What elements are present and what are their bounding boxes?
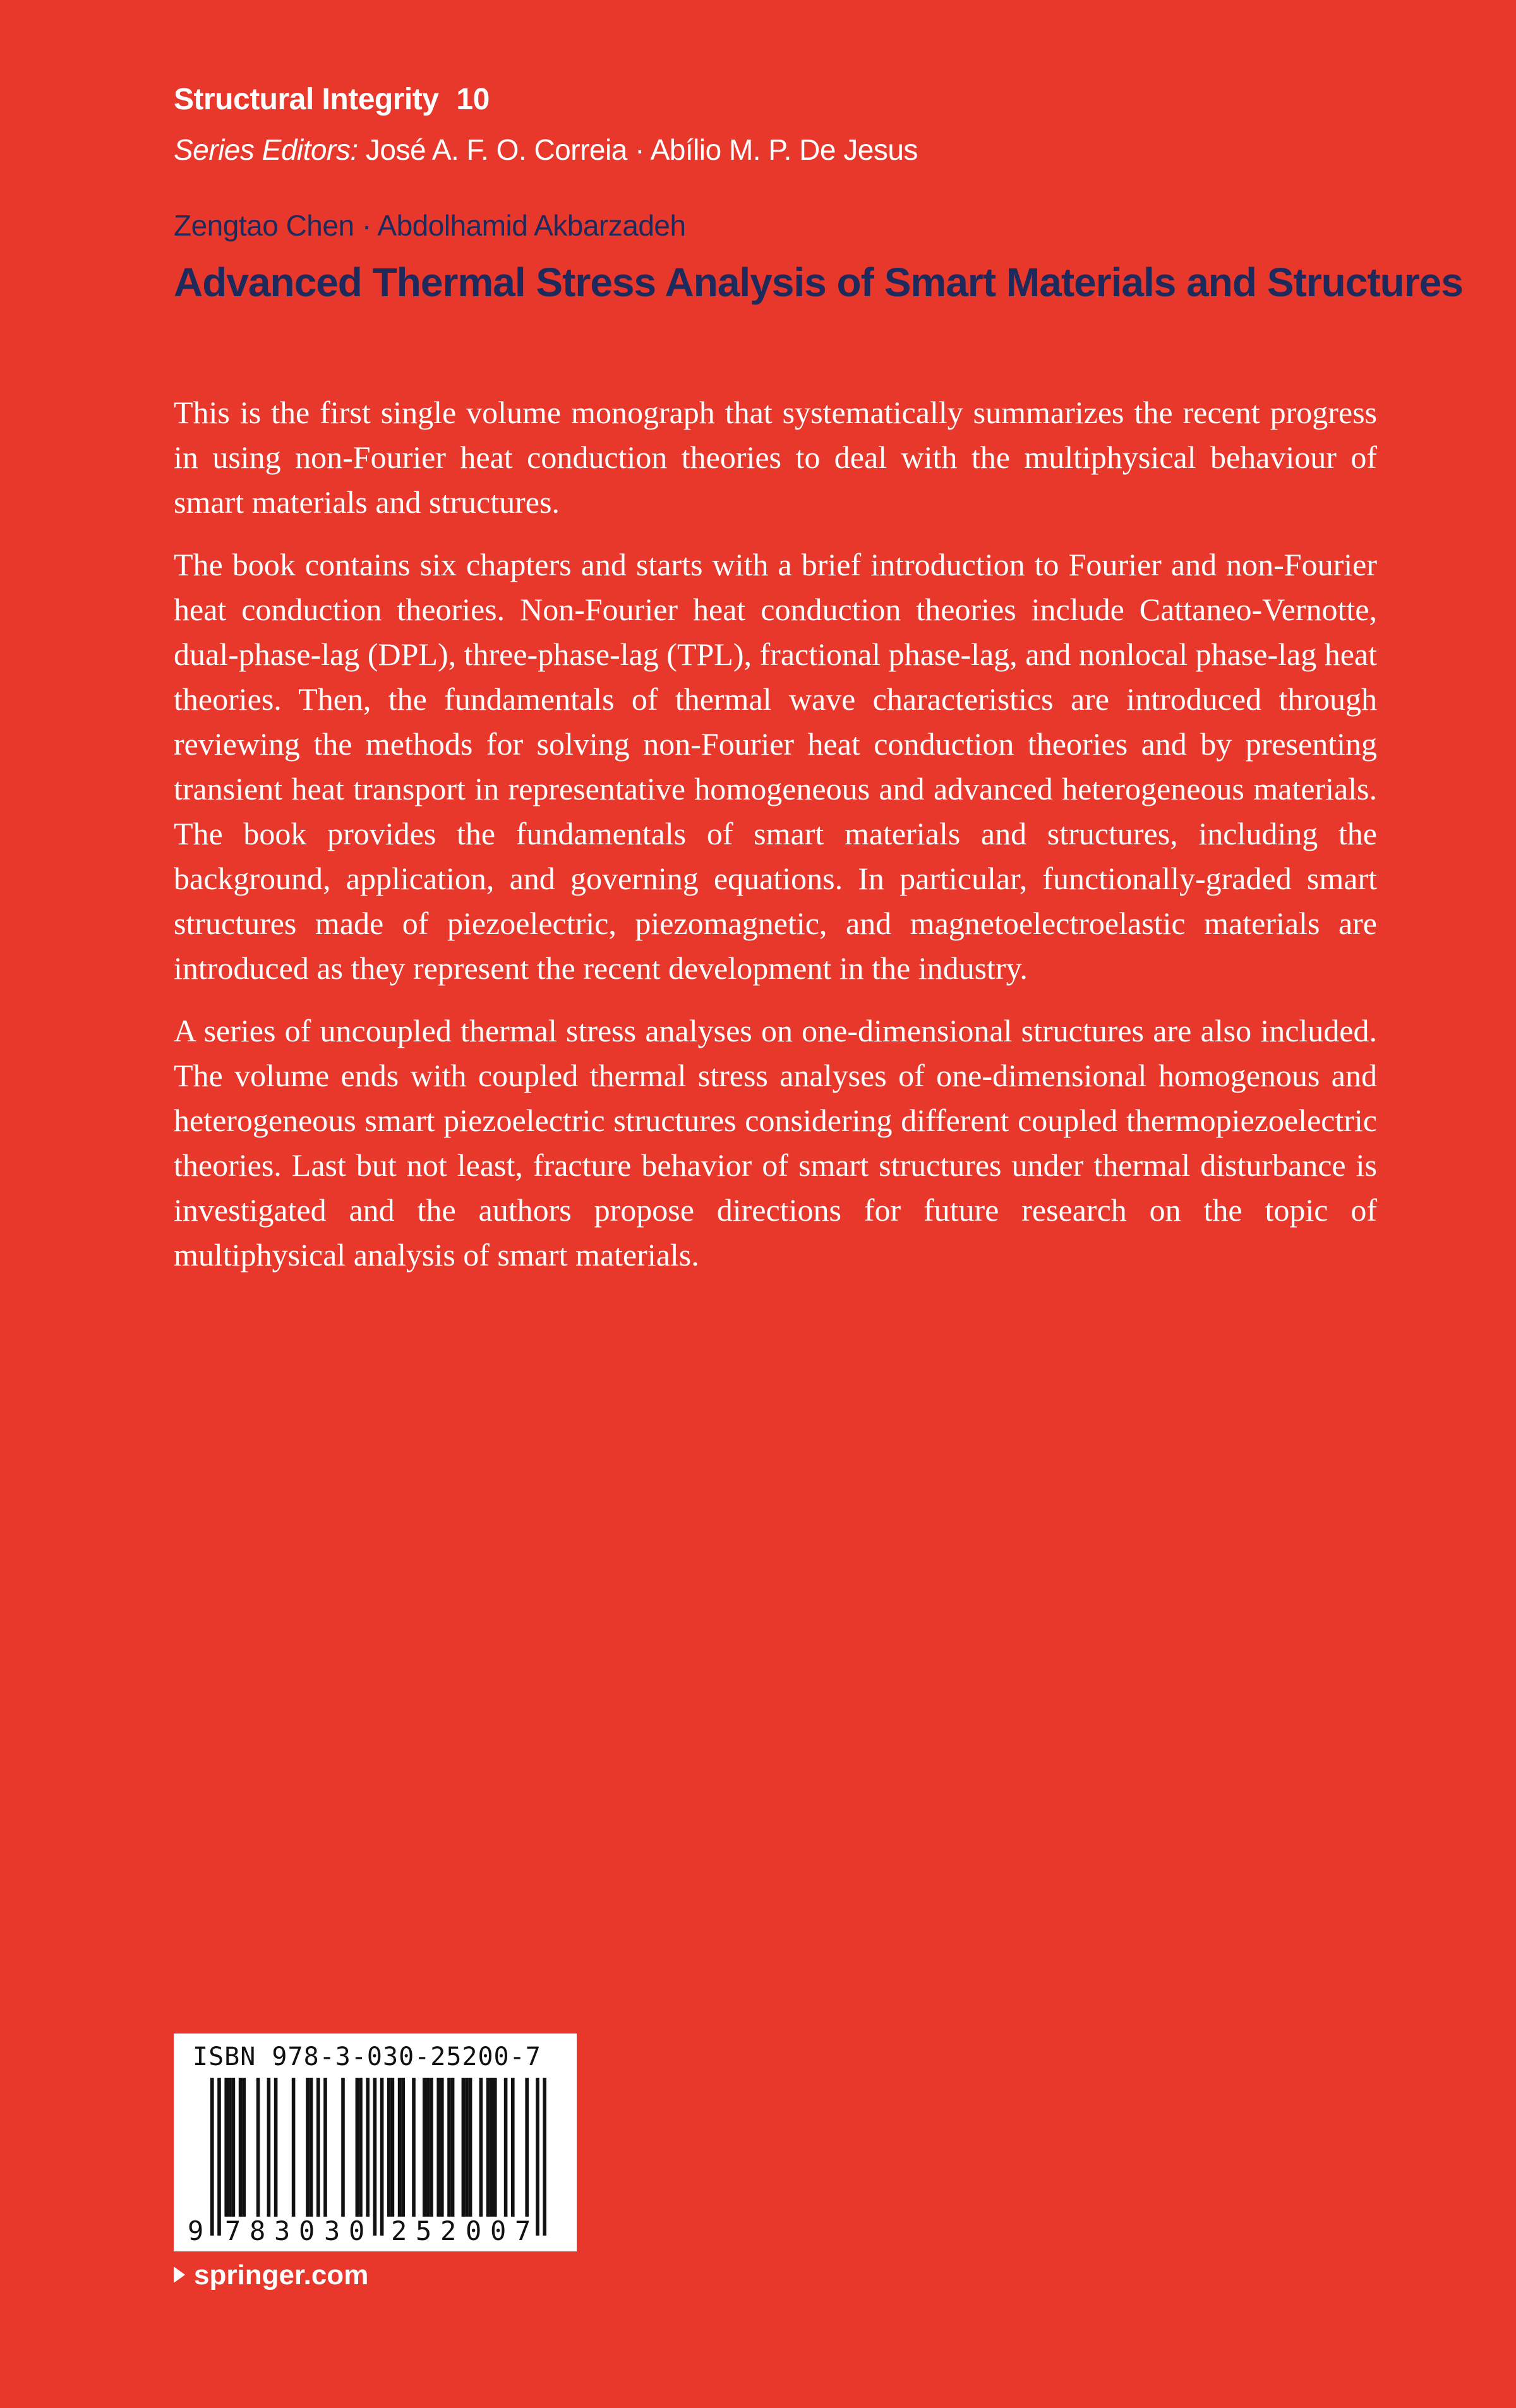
- book-authors: Zengtao Chen · Abdolhamid Akbarzadeh: [174, 209, 686, 242]
- barcode-bar: [426, 2078, 430, 2217]
- barcode-bar: [504, 2078, 508, 2217]
- barcode-bar: [447, 2078, 451, 2217]
- series-volume: 10: [456, 83, 490, 116]
- barcode-bar: [525, 2078, 529, 2217]
- series-editors: [174, 133, 918, 167]
- blurb-paragraph: The book contains six chapters and starts with a brief introduction to Fourier and non-Fourier heat conduction theories. Non-Fourier heat conduction theories include Cattaneo-Vernotte, dual-phase-lag (DPL), three-phase-lag (TPL), fractional phase-lag, and nonlocal phase-lag heat theories. Then, the fundamentals of thermal wave characteristics are introduced through reviewing the methods for solving non-Fourier heat conduction theories and by presenting transient heat transport in representative homogeneous and advanced heterogeneous materials. The book provides the fundamentals of smart materials and structures, including the background, application, and governing equations. In particular, functionally-graded smart structures made of piezoelectric, piezomagnetic, and magnetoelectroelastic materials are introduced as they represent the recent development in the industry.: [174, 547, 1377, 986]
- barcode-bar: [391, 2078, 395, 2217]
- barcode-bar: [292, 2078, 296, 2217]
- barcode-bar: [493, 2078, 497, 2217]
- barcode-bar: [341, 2078, 345, 2217]
- series-editors-names: José A. F. O. Correia · Abílio M. P. De Jesus: [365, 133, 918, 166]
- barcode-guard-bar: [380, 2078, 384, 2236]
- publisher-url: springer.com: [194, 2260, 369, 2291]
- series-editors-label: Series Editors:: [174, 133, 358, 166]
- barcode-guard-bar: [217, 2078, 221, 2236]
- barcode-bar: [423, 2078, 426, 2217]
- barcode-digit: 0: [299, 2215, 315, 2246]
- barcode-bar: [486, 2078, 490, 2217]
- barcode-bar: [511, 2078, 515, 2217]
- barcode-bar: [274, 2078, 278, 2217]
- barcode-bar: [366, 2078, 370, 2217]
- barcode-bar: [401, 2078, 405, 2217]
- publisher-link[interactable]: [174, 2260, 368, 2291]
- barcode-bar: [387, 2078, 391, 2217]
- barcode-bar: [306, 2078, 310, 2217]
- isbn-label: ISBN 978-3-030-25200-7: [193, 2042, 541, 2071]
- barcode-digit: 7: [225, 2215, 241, 2246]
- barcode-digit: 3: [324, 2215, 340, 2246]
- barcode-bar: [451, 2078, 455, 2217]
- barcode-bar: [430, 2078, 433, 2217]
- barcode-digit: 2: [440, 2215, 457, 2246]
- barcode-bar: [440, 2078, 444, 2217]
- barcode-bar: [436, 2078, 440, 2217]
- blurb-text: [174, 390, 1377, 1295]
- barcode-bar: [224, 2078, 228, 2217]
- barcode-digit: 2: [391, 2215, 407, 2246]
- barcode-bar: [228, 2078, 232, 2217]
- barcode-bar: [359, 2078, 363, 2217]
- barcode-digit: 0: [349, 2215, 365, 2246]
- barcode-bar: [256, 2078, 260, 2217]
- barcode-digit: 7: [515, 2215, 531, 2246]
- barcode-digit: 5: [416, 2215, 432, 2246]
- blurb-paragraph: A series of uncoupled thermal stress analyses on one-dimensional structures are also included. The volume ends with coupled thermal stress analyses of one-dimensional homogenous and heterogeneous smart piezoelectric structures considering different coupled thermopiezoelectric theories. Last but not least, fracture behavior of smart structures under thermal disturbance is investigated and the authors propose directions for future research on the topic of multiphysical analysis of smart materials.: [174, 1013, 1377, 1273]
- triangle-arrow-icon: [174, 2267, 185, 2283]
- isbn-barcode: [174, 2034, 577, 2251]
- barcode-bar: [239, 2078, 243, 2217]
- blurb-paragraph: This is the first single volume monograph that systematically summarizes the recent progress in using non-Fourier heat conduction theories to deal with the multiphysical behaviour of smart materials and structures.: [174, 395, 1377, 520]
- barcode-bar: [356, 2078, 359, 2217]
- barcode-bar: [310, 2078, 313, 2217]
- barcode-bar: [242, 2078, 246, 2217]
- series-title: [174, 82, 490, 117]
- barcode-bar: [479, 2078, 483, 2217]
- barcode-guard-bar: [536, 2078, 539, 2236]
- barcode-digit: 3: [274, 2215, 291, 2246]
- barcode-digit: 9: [188, 2215, 204, 2246]
- barcode-bar: [469, 2078, 472, 2217]
- series-name: Structural Integrity: [174, 83, 439, 116]
- barcode-digit: 0: [466, 2215, 482, 2246]
- barcode-bar: [412, 2078, 416, 2217]
- barcode-bar: [490, 2078, 493, 2217]
- barcode-bar: [267, 2078, 271, 2217]
- barcode-bar: [316, 2078, 320, 2217]
- barcode-digit: 0: [490, 2215, 507, 2246]
- barcode-guard-bar: [373, 2078, 377, 2236]
- barcode-digit: 8: [250, 2215, 266, 2246]
- barcode-bar: [398, 2078, 402, 2217]
- barcode-guard-bar: [210, 2078, 214, 2236]
- barcode-bar: [232, 2078, 236, 2217]
- barcode-bar: [465, 2078, 469, 2217]
- barcode-guard-bar: [543, 2078, 546, 2236]
- book-title: Advanced Thermal Stress Analysis of Smart Materials and Structures: [174, 260, 1463, 305]
- barcode-bar: [462, 2078, 466, 2217]
- barcode-bar: [323, 2078, 327, 2217]
